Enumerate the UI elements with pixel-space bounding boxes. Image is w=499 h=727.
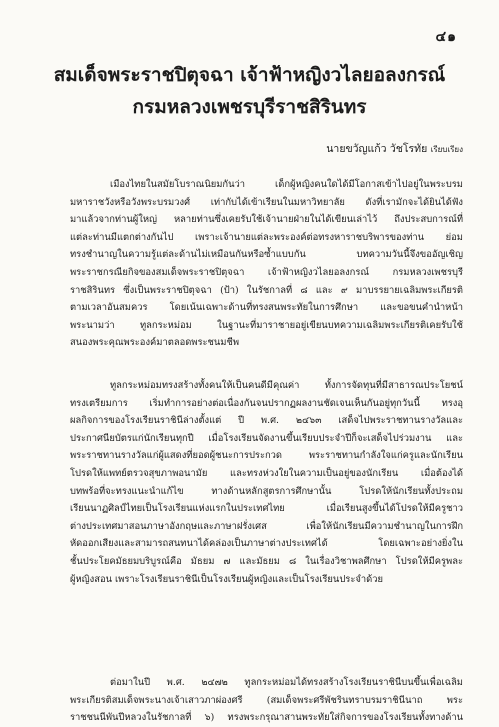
paragraph-line: ราชสิรินทร ซึ่งเป็นพระราชปิตุจฉา (ป้า) ในรัชกาลที่ ๘ และ ๙ มาบรรยายเฉลิมพระเกียรติ xyxy=(70,284,463,296)
paragraph-line: ราชชนนีพันปีหลวงในรัชกาลที่ ๖) ทรงพระกรุณาสานพระทัยใส่กิจการของโรงเรียนทั้งทางด้าน xyxy=(70,712,463,724)
paragraph-line: ต่อมาในปี พ.ศ. ๒๔๗๒ ทูลกระหม่อมได้ทรงสร้างโรงเรียนราชินีบนขึ้นเพื่อเฉลิม xyxy=(110,677,463,688)
author-name: นายขวัญแก้ว วัชโรทัย xyxy=(326,143,428,155)
paragraph-2 xyxy=(70,377,463,588)
paragraph-line: ผลกิจการของโรงเรียนราชินีล่างตั้งแต่ ปี พ.ศ. ๒๔๖๓ เสด็จไปพระราชทานรางวัลและ xyxy=(70,415,463,427)
paragraph-line: ตามเวลาอันสมควร โดยเน้นเฉพาะด้านที่ทรงสนพระทัยในการศึกษา และขอขนคำนำหน้า xyxy=(70,302,463,314)
page-number: ๔๑ xyxy=(435,29,457,45)
paragraph-line: ทูลกระหม่อมทรงสร้างทั้งคนให้เป็นคนดีมีคุณค่า ทั้งการจัดทุนที่มีสาธารณประโยชน์ xyxy=(110,380,463,391)
paragraph-line: โปรดให้แพทย์ตรวจสุขภาพอนามัย และทรงห่วงใยในความเป็นอยู่ของนักเรียน เมื่อต้องได้ xyxy=(70,467,463,479)
paragraph-line: หัดออกเสียงและสามารถสนทนาได้คล่องเป็นภาษาต่างประเทศได้ โดยเฉพาะอย่างยิ่งใน xyxy=(70,538,463,550)
paragraph-1 xyxy=(70,176,463,352)
paragraph-line: สนองพระคุณพระองค์มาตลอดพระชนมชีพ xyxy=(70,337,240,349)
author-byline xyxy=(326,140,463,157)
paragraph-line: มหาราชวังหรือวังพระบรมวงศ์ เท่ากับได้เข้าเรียนในมหาวิทยาลัย ดังที่เรามักจะได้ยินได้ฟัง xyxy=(70,196,463,208)
paragraph-line: ผู้หญิงสอน เพราะโรงเรียนราชินีเป็นโรงเรียนผู้หญิงและเป็นโรงเรียนประจำด้วย xyxy=(70,573,383,585)
paragraph-line: ต่างประเทศมาสอนภาษาอังกฤษและภาษาฝรั่งเศส เพื่อให้นักเรียนมีความชำนาญในการฝึก xyxy=(70,520,463,532)
paragraph-line: ทรงเตรียมการ เริ่มทำการอย่างต่อเนื่องกันจนปรากฏผลงานชัดเจนเห็นกันอยู่ทุกวันนี้ ทรงอุ xyxy=(70,397,463,409)
title-line-1: สมเด็จพระราชปิตุจฉา เจ้าฟ้าหญิงวไลยอลงกรณ์ xyxy=(53,64,446,86)
paragraph-line: แต่ละท่านมีแตกต่างกันไป เพราะเจ้านายแต่ละพระองค์ต่อทรงหาราชบริพารของท่าน ย่อม xyxy=(70,231,463,243)
paragraph-line: ทรงชำนาญในความรู้แต่ละด้านไม่เหมือนกันหรือซ้ำแบบกัน บทความวันนี้จึงขออัญเชิญ xyxy=(70,249,463,261)
paragraph-line: พระนามว่า ทูลกระหม่อม ในฐานะที่มาราชายอยู่เขียนบทความเฉลิมพระเกียรติเคยรับใช้ xyxy=(70,319,463,331)
paragraph-line: บทพร้อที่จะทรงแนะนำแก้ไข ทางด้านหลักสูตรการศึกษานั้น โปรดให้นักเรียนทั้งประถม xyxy=(70,485,463,497)
author-role: เรียบเรียง xyxy=(430,145,463,154)
paragraph-line: ชั้นประโยคมัธยมบริบูรณ์คือ มัธยม ๗ และมัธยม ๘ ในเรื่องวิชาพลศึกษา โปรดให้มีครูพละ xyxy=(70,555,463,567)
paragraph-line: เมืองไทยในสมัยโบราณนิยมกันว่า เด็กผู้หญิงคนใดได้มีโอกาสเข้าไปอยู่ในพระบรม xyxy=(110,179,463,190)
paragraph-line: พระราชทานรางวัลแก่ผู้แสดงที่ยอดผู้ชนะการประกวด พระราชทานกำลังใจแก่ครูและนักเรียน xyxy=(70,450,463,462)
paragraph-line: พระราชกรณียกิจของสมเด็จพระราชปิตุจฉา เจ้าฟ้าหญิงวไลยอลงกรณ์ กรมหลวงเพชรบุรี xyxy=(70,266,463,278)
paragraph-line: มาแล้วจากท่านผู้ใหญ่ หลายท่านซึ่งเคยรับใช้เจ้านายฝ่ายในได้เขียนเล่าไว้ ถึงประสบการณ์ที่ xyxy=(70,214,463,226)
paragraph-line: เรียนนาฏศิลป์ไทยเป็นโรงเรียนแห่งแรกในประเทศไทย เมื่อเรียนสูงขึ้นได้โปรดให้มีครูชาว xyxy=(70,503,463,515)
paragraph-3 xyxy=(70,674,463,727)
paragraph-line: พระเกียรติสมเด็จพระนางเจ้าเสาวภาผ่องศรี (สมเด็จพระศรีพัชรินทราบรมราชินีนาถ พระ xyxy=(70,694,463,706)
title-line-2: กรมหลวงเพชรบุรีราชสิรินทร xyxy=(132,96,367,118)
paragraph-line: ประกาศนียบัตรแก่นักเรียนทุกปี เมื่อโรงเรียนจัดงานขึ้นเรียบประจำปีก็จะเสด็จไปร่วมงาน และ xyxy=(70,432,463,444)
